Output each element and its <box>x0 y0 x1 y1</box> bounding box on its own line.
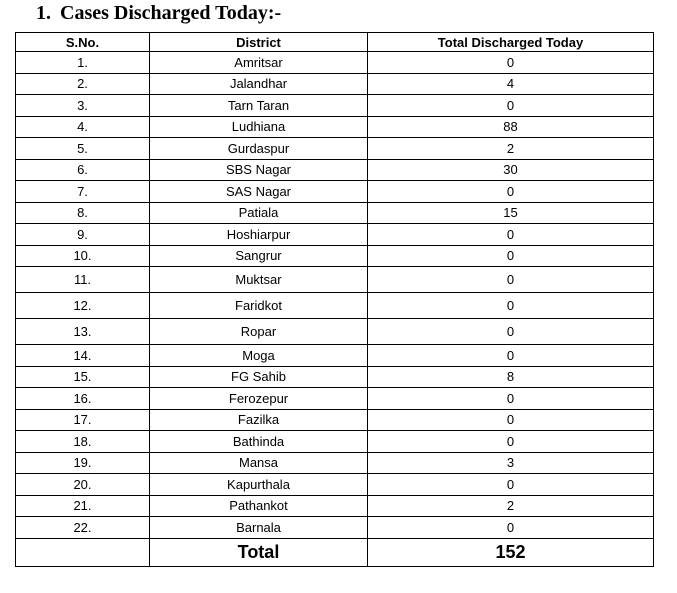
table-row <box>16 517 654 539</box>
table-header-row <box>16 33 654 52</box>
cell-sno: 1. <box>16 52 150 74</box>
cell-sno: 13. <box>16 319 150 345</box>
cell-sno: 11. <box>16 267 150 293</box>
cell-discharged: 2 <box>368 495 654 517</box>
cell-sno: 5. <box>16 138 150 160</box>
header-total-discharged: Total Discharged Today <box>368 33 654 52</box>
header-district: District <box>150 33 368 52</box>
cell-sno: 18. <box>16 431 150 453</box>
total-sno <box>16 538 150 566</box>
cell-discharged: 0 <box>368 431 654 453</box>
cell-district: Hoshiarpur <box>150 224 368 246</box>
table-row <box>16 474 654 496</box>
cell-discharged: 0 <box>368 319 654 345</box>
cell-sno: 15. <box>16 366 150 388</box>
table-row <box>16 73 654 95</box>
cell-sno: 19. <box>16 452 150 474</box>
cell-discharged: 0 <box>368 517 654 539</box>
cell-district: FG Sahib <box>150 366 368 388</box>
table-row <box>16 181 654 203</box>
cell-district: Bathinda <box>150 431 368 453</box>
table-row <box>16 452 654 474</box>
cell-district: SBS Nagar <box>150 159 368 181</box>
cell-sno: 9. <box>16 224 150 246</box>
table-row <box>16 202 654 224</box>
cell-discharged: 0 <box>368 474 654 496</box>
cell-discharged: 8 <box>368 366 654 388</box>
cell-sno: 16. <box>16 388 150 410</box>
cell-discharged: 30 <box>368 159 654 181</box>
cell-district: Jalandhar <box>150 73 368 95</box>
cell-discharged: 2 <box>368 138 654 160</box>
table-row <box>16 293 654 319</box>
cell-district: Barnala <box>150 517 368 539</box>
cell-discharged: 0 <box>368 345 654 367</box>
cell-discharged: 0 <box>368 245 654 267</box>
cell-discharged: 88 <box>368 116 654 138</box>
total-label: Total <box>150 538 368 566</box>
total-value: 152 <box>368 538 654 566</box>
cell-district: Gurdaspur <box>150 138 368 160</box>
table-body <box>16 52 654 567</box>
cell-discharged: 3 <box>368 452 654 474</box>
cell-district: Sangrur <box>150 245 368 267</box>
cell-sno: 6. <box>16 159 150 181</box>
heading-number: 1. <box>36 2 51 24</box>
table-row <box>16 245 654 267</box>
cell-sno: 22. <box>16 517 150 539</box>
cell-district: Muktsar <box>150 267 368 293</box>
cell-district: Faridkot <box>150 293 368 319</box>
cell-district: Patiala <box>150 202 368 224</box>
table-row <box>16 388 654 410</box>
table-row <box>16 431 654 453</box>
cell-discharged: 0 <box>368 224 654 246</box>
cell-district: Pathankot <box>150 495 368 517</box>
cell-district: Ropar <box>150 319 368 345</box>
table-row <box>16 116 654 138</box>
table-row <box>16 95 654 117</box>
cell-discharged: 0 <box>368 267 654 293</box>
cell-discharged: 0 <box>368 388 654 410</box>
discharged-table <box>15 32 654 567</box>
cell-district: Tarn Taran <box>150 95 368 117</box>
cell-district: Fazilka <box>150 409 368 431</box>
cell-discharged: 15 <box>368 202 654 224</box>
table-row <box>16 409 654 431</box>
cell-discharged: 0 <box>368 293 654 319</box>
cell-discharged: 0 <box>368 181 654 203</box>
cell-discharged: 4 <box>368 73 654 95</box>
cell-sno: 17. <box>16 409 150 431</box>
cell-sno: 20. <box>16 474 150 496</box>
cell-sno: 3. <box>16 95 150 117</box>
total-row <box>16 538 654 566</box>
cell-sno: 2. <box>16 73 150 95</box>
cell-district: Ludhiana <box>150 116 368 138</box>
table-row <box>16 224 654 246</box>
cell-district: Kapurthala <box>150 474 368 496</box>
cell-sno: 12. <box>16 293 150 319</box>
cell-sno: 14. <box>16 345 150 367</box>
table-row <box>16 345 654 367</box>
cell-discharged: 0 <box>368 95 654 117</box>
table-row <box>16 267 654 293</box>
cell-district: Ferozepur <box>150 388 368 410</box>
heading-title: Cases Discharged Today:- <box>60 2 282 24</box>
table-row <box>16 138 654 160</box>
table-row <box>16 52 654 74</box>
cell-district: Mansa <box>150 452 368 474</box>
table-row <box>16 495 654 517</box>
table-row <box>16 319 654 345</box>
cell-district: SAS Nagar <box>150 181 368 203</box>
cell-sno: 4. <box>16 116 150 138</box>
cell-district: Amritsar <box>150 52 368 74</box>
table-row <box>16 366 654 388</box>
cell-sno: 10. <box>16 245 150 267</box>
cell-sno: 8. <box>16 202 150 224</box>
header-sno: S.No. <box>16 33 150 52</box>
page-heading <box>36 1 281 25</box>
table-row <box>16 159 654 181</box>
cell-discharged: 0 <box>368 52 654 74</box>
cell-district: Moga <box>150 345 368 367</box>
cell-sno: 21. <box>16 495 150 517</box>
cell-discharged: 0 <box>368 409 654 431</box>
cell-sno: 7. <box>16 181 150 203</box>
